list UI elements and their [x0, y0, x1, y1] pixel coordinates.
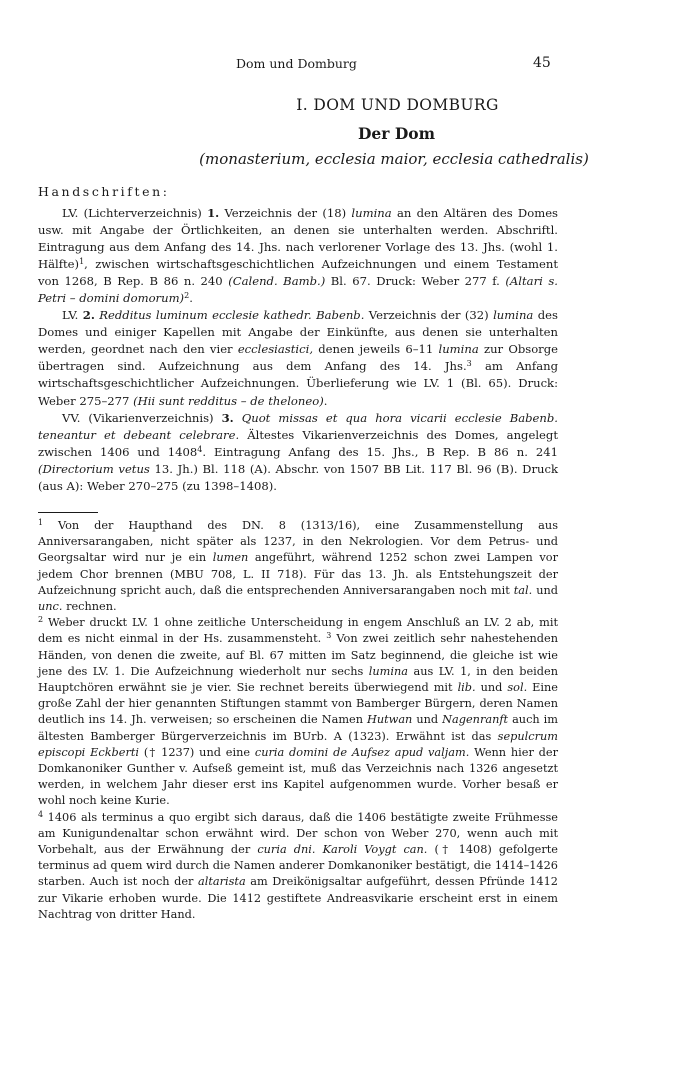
- page-number: 45: [533, 55, 551, 71]
- text-run: 1406 als terminus a quo ergibt sich daraus, daß die 1406 bestätigte zweite Frühmesse am Kunigundenaltar schon erwähnt wird. Der schon von Weber 270, wenn auch mit Vorbehalt, aus der Erwähnung der: [38, 810, 558, 857]
- subsection-title: [0, 124, 700, 143]
- text-run: Weber druckt LV. 1 ohne zeitliche Unterscheidung in engem Anschluß an LV. 2 ab, mit dem es nicht einmal in der Hs. zusammensteht.: [38, 616, 558, 646]
- text-run: 3.: [221, 410, 234, 425]
- italic-text: curia domini de Aufsez apud valjam.: [254, 745, 470, 759]
- text-run: des Domes und einiger Kapellen mit Angabe der Einkünfte, aus denen sie unterhalten werden, geordnet nach den vier: [38, 308, 558, 357]
- text-run: .: [323, 393, 328, 408]
- italic-text: ecclesiastici,: [237, 342, 314, 357]
- paragraph-vv3: [38, 410, 558, 495]
- subsection-title-text: Der Dom: [357, 124, 436, 143]
- handschriften-label: Handschriften:: [38, 184, 170, 199]
- text-run: Bl. 67. Druck: Weber 277 f.: [325, 274, 506, 289]
- footnote-marker: 4: [38, 809, 44, 819]
- italic-text: unc.: [38, 600, 63, 614]
- footnote-marker: 3: [326, 631, 332, 641]
- footnote-1: [38, 518, 558, 615]
- text-run: 2.: [82, 308, 95, 323]
- section-title: [0, 96, 700, 114]
- text-run: LV.: [62, 308, 83, 323]
- text-run: und: [532, 583, 558, 597]
- italic-text: curia dni. Karoli Voygt can.: [257, 843, 428, 857]
- text-run: Eine große Zahl der hier genannten Stiftungen stammt von Bamberger Bürgern, deren Namen deutlich ins 14. Jh. verweisen; so erscheinen die Namen: [38, 681, 558, 727]
- text-run: , zwischen wirtschaftsgeschichtlichen Aufzeichnungen und einem Testament von 1268, B Rep. B 86 n. 240: [38, 257, 558, 289]
- italic-text: sol.: [507, 681, 528, 695]
- text-run: denen jeweils 6–11: [313, 342, 439, 357]
- subtitle: [0, 150, 700, 168]
- text-run: [234, 411, 242, 425]
- italic-text: lumina: [493, 308, 534, 323]
- italic-text: lumina: [438, 342, 479, 357]
- footnote-marker: 1: [38, 518, 44, 527]
- italic-text: Quot missas et qua hora vicarii ecclesie Babenb. teneantur et debeant celebrare.: [38, 410, 558, 442]
- footnote-marker: 4: [197, 444, 203, 454]
- footnote-marker: 3: [466, 359, 472, 369]
- italic-text: Nagenranft: [442, 713, 509, 727]
- main-text: [38, 205, 558, 495]
- subtitle-text: (monasterium, ecclesia maior, ecclesia cathedralis): [199, 150, 589, 168]
- italic-text: (Directorium vetus: [38, 461, 150, 476]
- text-run: 1.: [207, 206, 220, 220]
- text-run: rechnen.: [62, 600, 117, 614]
- running-head: Dom und Domburg: [236, 56, 357, 71]
- footnote-marker: 1: [79, 257, 85, 267]
- italic-text: (Hii sunt redditus – de theloneo): [133, 393, 324, 408]
- text-run: angeführt, während 1252 schon zwei Lampen vor jedem Chor brennen (MBU 708, L. II 718). Für das 13. Jh. als Entstehungszeit der Aufzeichnung spricht auch, daß die entsprechenden Anniversarangaben noch mit: [38, 551, 558, 597]
- paragraph-lv1: [38, 205, 558, 307]
- text-run: VV. (Vikarienverzeichnis): [62, 410, 222, 425]
- footnote-2-3: [38, 615, 558, 809]
- footnote-divider: [38, 512, 98, 513]
- text-run: auch im ältesten Bamberger Bürgerverzeichnis im BUrb. A (1323). Erwähnt ist das: [38, 713, 559, 743]
- text-run: .: [189, 291, 193, 306]
- italic-text: altarista: [197, 875, 246, 889]
- italic-text: (Altari s. Petri – domini domorum): [38, 274, 558, 306]
- section-title-text: I. DOM UND DOMBURG: [296, 96, 499, 114]
- text-run: († 1408) gefolgerte terminus ad quem wird durch die Namen anderer Domkanoniker bestätigt, die 1414–1426 starben. Auch ist noch der: [38, 843, 558, 889]
- italic-text: lumen: [212, 551, 249, 565]
- text-run: und: [412, 713, 443, 727]
- text-run: . Eintragung Anfang des 15. Jhs., B Rep. B 86 n. 241: [202, 444, 558, 459]
- text-run: 13. Jh.) Bl. 118 (A). Abschr. von 1507 BB Lit. 117 Bl. 96 (B). Druck (aus A): Weber 270–275 (zu 1398–1408).: [38, 461, 558, 493]
- italic-text: tal.: [513, 583, 533, 597]
- text-run: zur Obsorge übertragen sind. Aufzeichnung aus dem Anfang des 14. Jhs.: [38, 342, 558, 374]
- text-run: Verzeichnis der (18): [219, 206, 352, 220]
- text-run: Ältestes Vikarienverzeichnis des Domes, angelegt zwischen 1406 und 1408: [38, 427, 558, 459]
- paragraph-lv2: [38, 307, 558, 409]
- italic-text: Hutwan: [366, 713, 413, 727]
- italic-text: lumina: [368, 664, 409, 678]
- text-run: aus LV. 1, in den beiden Hauptchören erwähnt sie je vier. Sie rechnet bereits überwiegend mit: [38, 664, 558, 695]
- text-run: Von der Haupthand des DN. 8 (1313/16), eine Zusammenstellung aus Anniversarangaben, nicht später als 1237, in den Nekrologien. Vor dem Petrus- und Georgsaltar wird nur je ein: [38, 519, 558, 565]
- footnote-marker: 2: [184, 291, 190, 301]
- italic-text: sepulcrum episcopi Eckberti: [38, 729, 558, 759]
- text-run: an den Altären des Domes usw. mit Angabe der Örtlichkeiten, an denen sie unterhalten werden. Abschriftl. Eintragung aus dem Anfang des 14. Jhs. nach verlorener Vorlage des 13. Jhs. (wohl 1. Hälfte): [38, 206, 559, 272]
- text-run: Wenn hier der Domkanoniker Gunther v. Aufseß gemeint ist, muß das Verzeichnis nach 1326 angesetzt werden, in welchem Jahr dieser erst ins Kapitel aufgenommen wurde. Vorher besaß er wohl noch keine Kurie.: [38, 745, 559, 808]
- text-run: am Anfang wirtschaftsgeschichtlicher Aufzeichnungen. Überlieferung wie LV. 1 (Bl. 65). Druck: Weber 275–277: [38, 359, 558, 408]
- text-run: und: [475, 681, 508, 695]
- text-run: († 1237) und eine: [139, 745, 255, 759]
- italic-text: lib.: [457, 681, 476, 695]
- italic-text: (Calend. Bamb.): [228, 274, 326, 289]
- footnote-marker: 2: [38, 615, 44, 625]
- italic-text: lumina: [351, 206, 392, 220]
- footnotes: [38, 518, 558, 923]
- text-run: LV. (Lichterverzeichnis): [62, 206, 208, 220]
- footnote-4: [38, 810, 558, 923]
- text-run: Von zwei zeitlich sehr nahestehenden Händen, von denen die zweite, auf Bl. 67 mitten im Satz beginnend, die gleiche ist wie jene des LV. 1. Die Aufzeichnung wiederholt nur sechs: [38, 632, 558, 678]
- italic-text: Redditus luminum ecclesie kathedr. Babenb.: [99, 308, 365, 323]
- text-run: Verzeichnis der (32): [364, 308, 494, 323]
- text-run: am Dreikönigsaltar aufgeführt, dessen Pfründe 1412 zur Vikarie erhoben wurde. Die 1412 gestiftete Andreasvikarie erscheint erst in einem Nachtrag von dritter Hand.: [38, 875, 558, 921]
